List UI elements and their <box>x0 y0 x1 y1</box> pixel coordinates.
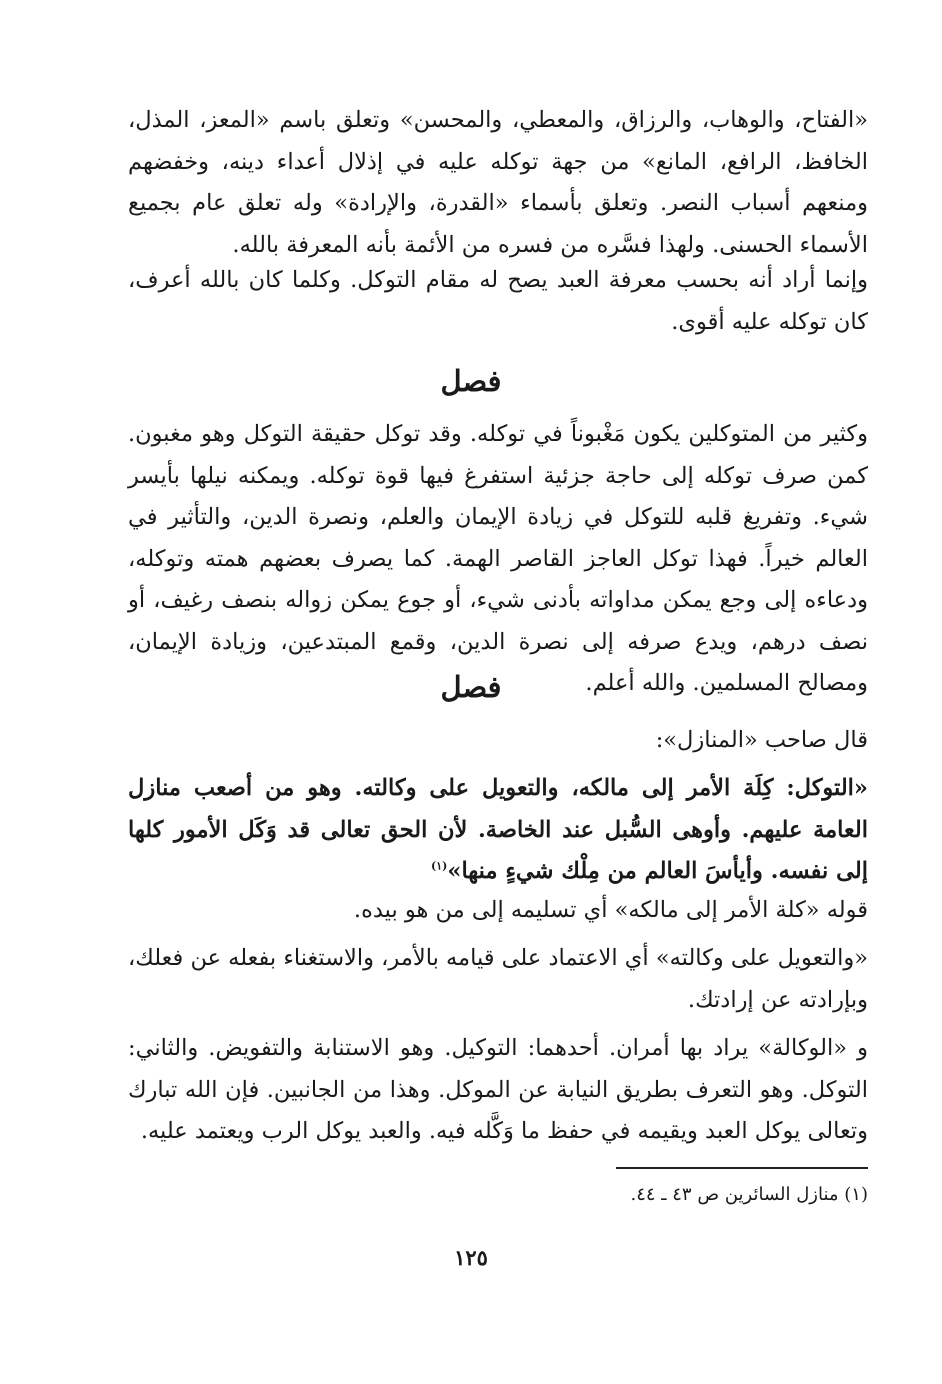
paragraph-manazil-intro: قال صاحب «المنازل»: <box>655 727 868 753</box>
section-heading-fasl-2: فصل <box>440 670 502 704</box>
paragraph-knowledge-of-servant: وإنما أراد أنه بحسب معرفة العبد يصح له مقام التوكل. وكلما كان بالله أعرف، كان توكله عليه أقوى. <box>128 267 868 335</box>
footnote-divider <box>616 1167 868 1169</box>
paragraph-kilat-al-amr: قوله «كلة الأمر إلى مالكه» أي تسليمه إلى من هو بيده. <box>353 897 868 923</box>
quote-manazil-text: «التوكل: كِلَة الأمر إلى مالكه، والتعويل على وكالته. وهو من أصعب منازل العامة عليهم. وأوهى السُّبل عند الخاصة. لأن الحق تعالى قد وَكَل الأمور كلها إلى نفسه. وأيأسَ العالم من مِلْك شيءٍ منها» <box>128 775 868 884</box>
paragraph-divine-names: «الفتاح، والوهاب، والرزاق، والمعطي، والمحسن» وتعلق باسم «المعز، المذل، الخافظ، الرافع، المانع» من جهة توكله عليه في إذلال أعداء دينه، وخفضهم ومنعهم أسباب النصر. وتعلق بأسماء «القدرة، والإرادة» وله تعلق عام بجميع الأسماء الحسنى. ولهذا فسَّره من فسره من الأئمة بأنه المعرفة بالله. <box>128 107 868 258</box>
paragraph-tawil: «والتعويل على وكالته» أي الاعتماد على قيامه بالأمر، والاستغناء بفعله عن فعلك، وبإرادته عن إرادتك. <box>128 945 868 1013</box>
footnote-marker: (١) <box>431 859 448 873</box>
page-number: ١٢٥ <box>454 1245 488 1270</box>
section-heading-fasl-1: فصل <box>440 364 502 398</box>
footnote: (١) منازل السائرين ص ٤٣ ـ ٤٤. <box>630 1184 868 1205</box>
quote-manazil <box>128 768 868 893</box>
paragraph-mistaken-trust: وكثير من المتوكلين يكون مَغْبوناً في توكله. وقد توكل حقيقة التوكل وهو مغبون. كمن صرف توكله إلى حاجة جزئية استفرغ فيها قوة توكله. ويمكنه نيلها بأيسر شيء. وتفريغ قلبه للتوكل في زيادة الإيمان والعلم، ونصرة الدين، والتأثير في العالم خيراً. فهذا توكل العاجز القاصر الهمة. كما يصرف بعضهم همته وتوكله، ودعاءه إلى وجع يمكن مداواته بأدنى شيء، أو جوع يمكن زواله بنصف رغيف، أو نصف درهم، ويدع صرفه إلى نصرة الدين، وقمع المبتدعين، وزيادة الإيمان، ومصالح المسلمين. والله أعلم. <box>128 421 868 696</box>
paragraph-wakala: و «الوكالة» يراد بها أمران. أحدهما: التوكيل. وهو الاستنابة والتفويض. والثاني: التوكل. وهو التعرف بطريق النيابة عن الموكل. وهذا من الجانبين. فإن الله تبارك وتعالى يوكل العبد ويقيمه في حفظ ما وَكَّله فيه. والعبد يوكل الرب ويعتمد عليه. <box>128 1035 868 1144</box>
